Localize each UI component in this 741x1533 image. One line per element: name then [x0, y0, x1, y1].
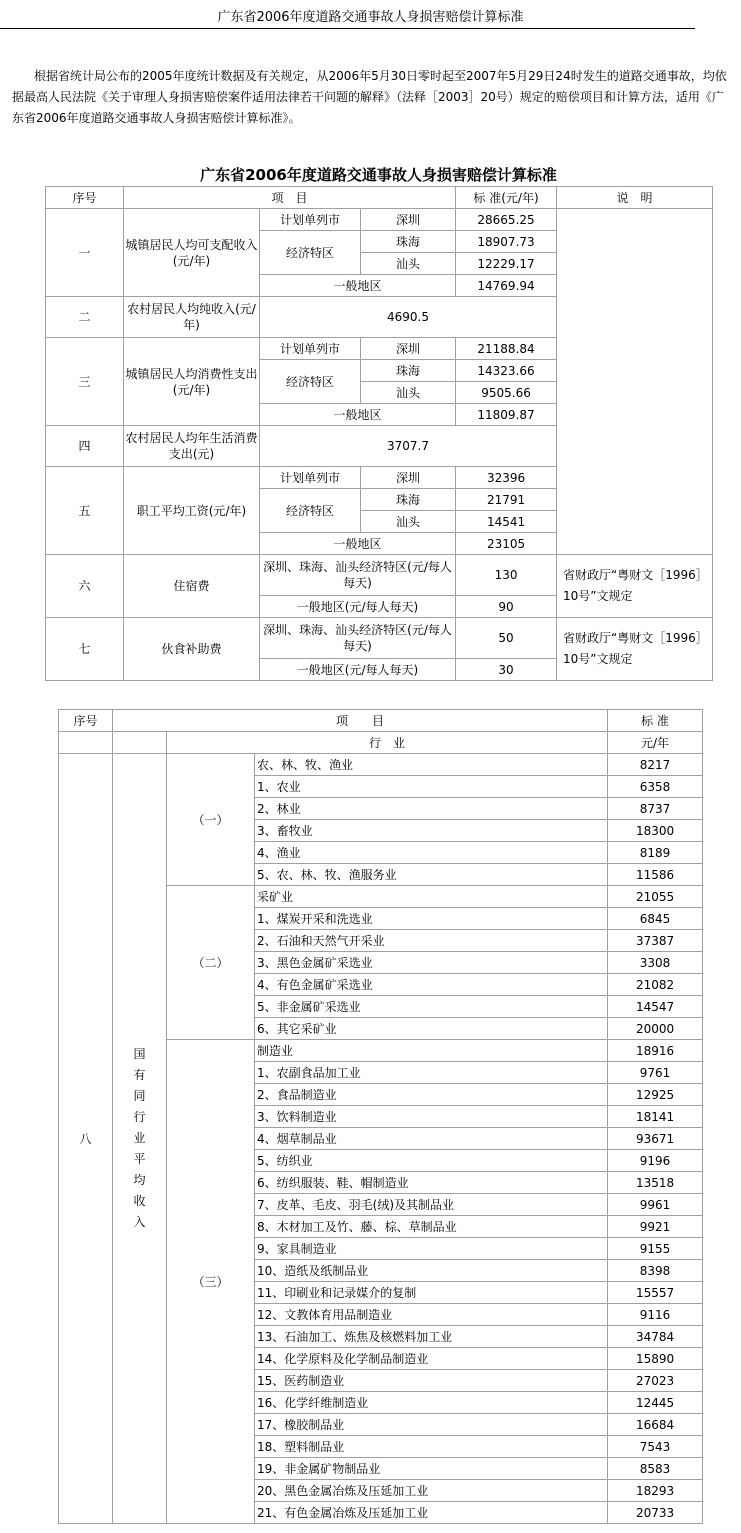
standards-table [45, 186, 713, 681]
industry-name: 7、皮革、毛皮、羽毛(绒)及其制品业 [255, 1194, 608, 1216]
category-label [113, 754, 167, 1524]
industry-name: 制造业 [255, 1040, 608, 1062]
row-item: 农村居民人均年生活消费支出(元) [124, 426, 260, 467]
industry-name: 农、林、牧、渔业 [255, 754, 608, 776]
industry-value: 12445 [608, 1392, 703, 1414]
header-standard: 标 准(元/年) [456, 187, 557, 209]
note-cell: 省财政厅“粤财文［1996］10号”文规定 [557, 618, 713, 681]
sez-rate-label: 深圳、珠海、汕头经济特区(元/每人每天) [260, 555, 456, 596]
value-cell: 30 [456, 659, 557, 681]
industry-value: 9116 [608, 1304, 703, 1326]
industry-name: 1、农副食品加工业 [255, 1062, 608, 1084]
general-label: 一般地区 [260, 275, 456, 297]
industry-value: 9761 [608, 1062, 703, 1084]
industry-name: 15、医药制造业 [255, 1370, 608, 1392]
industry-income-table [58, 709, 703, 1524]
industry-name: 1、煤炭开采和洗选业 [255, 908, 608, 930]
general-label: 一般地区 [260, 533, 456, 555]
industry-name: 1、农业 [255, 776, 608, 798]
industry-name: 21、有色金属冶炼及压延加工业 [255, 1502, 608, 1524]
value-cell: 14769.94 [456, 275, 557, 297]
industry-value: 8583 [608, 1458, 703, 1480]
industry-name: 5、纺织业 [255, 1150, 608, 1172]
industry-value: 12925 [608, 1084, 703, 1106]
industry-value: 6358 [608, 776, 703, 798]
group-label: （二） [167, 886, 255, 1040]
industry-value: 13518 [608, 1172, 703, 1194]
blank-cell [59, 732, 113, 754]
industry-value: 18293 [608, 1480, 703, 1502]
row-seq: 五 [46, 467, 124, 555]
industry-name: 3、饮料制造业 [255, 1106, 608, 1128]
plan-city-label: 计划单列市 [260, 467, 361, 489]
industry-value: 9961 [608, 1194, 703, 1216]
industry-name: 6、其它采矿业 [255, 1018, 608, 1040]
industry-value: 8189 [608, 842, 703, 864]
row-seq: 七 [46, 618, 124, 681]
value-cell: 12229.17 [456, 253, 557, 275]
industry-value: 37387 [608, 930, 703, 952]
header-seq: 序号 [46, 187, 124, 209]
industry-name: 8、木材加工及竹、藤、棕、草制品业 [255, 1216, 608, 1238]
city-label: 珠海 [361, 489, 456, 511]
table-row [46, 618, 713, 659]
industry-name: 18、塑料制品业 [255, 1436, 608, 1458]
industry-name: 4、渔业 [255, 842, 608, 864]
intro-paragraph: 根据省统计局公布的2005年度统计数据及有关规定，从2006年5月30日零时起至2007年5月29日24时发生的道路交通事故，均依据最高人民法院《关于审理人身损害赔偿案件适用法律若干问题的解释》（法释［2003］20号）规定的赔偿项目和计算方法，适用《广东省2006年度道路交通事故人身损害赔偿计算标准》。 [12, 69, 727, 125]
industry-name: 19、非金属矿物制品业 [255, 1458, 608, 1480]
table-row [46, 209, 713, 231]
industry-name: 4、有色金属矿采选业 [255, 974, 608, 996]
city-label: 深圳 [361, 338, 456, 360]
city-label: 汕头 [361, 511, 456, 533]
value-cell: 11809.87 [456, 404, 557, 426]
header-seq: 序号 [59, 710, 113, 732]
industry-value: 18300 [608, 820, 703, 842]
industry-value: 8217 [608, 754, 703, 776]
industry-name: 12、文教体育用品制造业 [255, 1304, 608, 1326]
city-label: 珠海 [361, 231, 456, 253]
value-cell: 14541 [456, 511, 557, 533]
industry-name: 2、林业 [255, 798, 608, 820]
industry-value: 15890 [608, 1348, 703, 1370]
table1-header-row [46, 187, 713, 209]
value-cell: 32396 [456, 467, 557, 489]
industry-value: 8737 [608, 798, 703, 820]
industry-name: 9、家具制造业 [255, 1238, 608, 1260]
value-cell: 21188.84 [456, 338, 557, 360]
table-row [46, 555, 713, 596]
industry-name: 3、黑色金属矿采选业 [255, 952, 608, 974]
industry-name: 14、化学原料及化学制品制造业 [255, 1348, 608, 1370]
industry-value: 7543 [608, 1436, 703, 1458]
industry-value: 9196 [608, 1150, 703, 1172]
value-cell: 130 [456, 555, 557, 596]
industry-value: 34784 [608, 1326, 703, 1348]
industry-name: 3、畜牧业 [255, 820, 608, 842]
row-item: 伙食补助费 [124, 618, 260, 681]
header-item: 项 目 [124, 187, 456, 209]
value-cell: 9505.66 [456, 382, 557, 404]
industry-value: 9921 [608, 1216, 703, 1238]
industry-value: 8398 [608, 1260, 703, 1282]
value-cell: 90 [456, 596, 557, 618]
industry-value: 21055 [608, 886, 703, 908]
category-text: 国有同行业平均收入 [133, 1047, 146, 1229]
city-label: 汕头 [361, 382, 456, 404]
value-cell: 4690.5 [260, 297, 557, 338]
industry-name: 5、非金属矿采选业 [255, 996, 608, 1018]
value-cell: 50 [456, 618, 557, 659]
industry-value: 15557 [608, 1282, 703, 1304]
industry-value: 3308 [608, 952, 703, 974]
industry-value: 14547 [608, 996, 703, 1018]
sez-label: 经济特区 [260, 360, 361, 404]
table2-header-row [59, 710, 703, 732]
city-label: 深圳 [361, 209, 456, 231]
general-label: 一般地区 [260, 404, 456, 426]
industry-value: 20000 [608, 1018, 703, 1040]
table-row [59, 754, 703, 776]
row-item: 城镇居民人均可支配收入(元/年) [124, 209, 260, 297]
plan-city-label: 计划单列市 [260, 209, 361, 231]
table2-subheader-row [59, 732, 703, 754]
industry-name: 20、黑色金属冶炼及压延加工业 [255, 1480, 608, 1502]
row-seq: 八 [59, 754, 113, 1524]
industry-name: 13、石油加工、炼焦及核燃料加工业 [255, 1326, 608, 1348]
value-cell: 18907.73 [456, 231, 557, 253]
industry-name: 2、食品制造业 [255, 1084, 608, 1106]
note-cell-empty [557, 209, 713, 555]
city-label: 珠海 [361, 360, 456, 382]
industry-value: 20733 [608, 1502, 703, 1524]
industry-value: 16684 [608, 1414, 703, 1436]
row-item: 农村居民人均纯收入(元/年) [124, 297, 260, 338]
industry-name: 10、造纸及纸制品业 [255, 1260, 608, 1282]
industry-value: 9155 [608, 1238, 703, 1260]
industry-name: 6、纺织服装、鞋、帽制造业 [255, 1172, 608, 1194]
header-standard: 标 准 [608, 710, 703, 732]
value-cell: 28665.25 [456, 209, 557, 231]
industry-name: 采矿业 [255, 886, 608, 908]
industry-value: 27023 [608, 1370, 703, 1392]
row-item: 住宿费 [124, 555, 260, 618]
value-cell: 3707.7 [260, 426, 557, 467]
header-item: 项 目 [113, 710, 608, 732]
row-item: 城镇居民人均消费性支出(元/年) [124, 338, 260, 426]
row-seq: 二 [46, 297, 124, 338]
blank-cell [113, 732, 167, 754]
note-cell: 省财政厅“粤财文［1996］10号”文规定 [557, 555, 713, 618]
table1-title: 广东省2006年度道路交通事故人身损害赔偿计算标准 [200, 166, 557, 184]
group-label: （三） [167, 1040, 255, 1524]
industry-name: 17、橡胶制品业 [255, 1414, 608, 1436]
row-seq: 一 [46, 209, 124, 297]
row-seq: 三 [46, 338, 124, 426]
header-note: 说 明 [557, 187, 713, 209]
header-industry: 行 业 [167, 732, 608, 754]
industry-value: 18916 [608, 1040, 703, 1062]
industry-name: 5、农、林、牧、渔服务业 [255, 864, 608, 886]
value-cell: 23105 [456, 533, 557, 555]
city-label: 汕头 [361, 253, 456, 275]
sez-label: 经济特区 [260, 489, 361, 533]
industry-name: 2、石油和天然气开采业 [255, 930, 608, 952]
plan-city-label: 计划单列市 [260, 338, 361, 360]
sez-rate-label: 深圳、珠海、汕头经济特区(元/每人每天) [260, 618, 456, 659]
city-label: 深圳 [361, 467, 456, 489]
industry-value: 21082 [608, 974, 703, 996]
value-cell: 14323.66 [456, 360, 557, 382]
row-seq: 六 [46, 555, 124, 618]
industry-value: 93671 [608, 1128, 703, 1150]
industry-name: 16、化学纤维制造业 [255, 1392, 608, 1414]
industry-name: 11、印刷业和记录媒介的复制 [255, 1282, 608, 1304]
document-title: 广东省2006年度道路交通事故人身损害赔偿计算标准 [217, 10, 524, 25]
industry-value: 11586 [608, 864, 703, 886]
general-rate-label: 一般地区(元/每人每天) [260, 659, 456, 681]
industry-value: 6845 [608, 908, 703, 930]
row-seq: 四 [46, 426, 124, 467]
sez-label: 经济特区 [260, 231, 361, 275]
row-item: 职工平均工资(元/年) [124, 467, 260, 555]
industry-name: 4、烟草制品业 [255, 1128, 608, 1150]
industry-value: 18141 [608, 1106, 703, 1128]
group-label: （一） [167, 754, 255, 886]
header-unit: 元/年 [608, 732, 703, 754]
value-cell: 21791 [456, 489, 557, 511]
general-rate-label: 一般地区(元/每人每天) [260, 596, 456, 618]
